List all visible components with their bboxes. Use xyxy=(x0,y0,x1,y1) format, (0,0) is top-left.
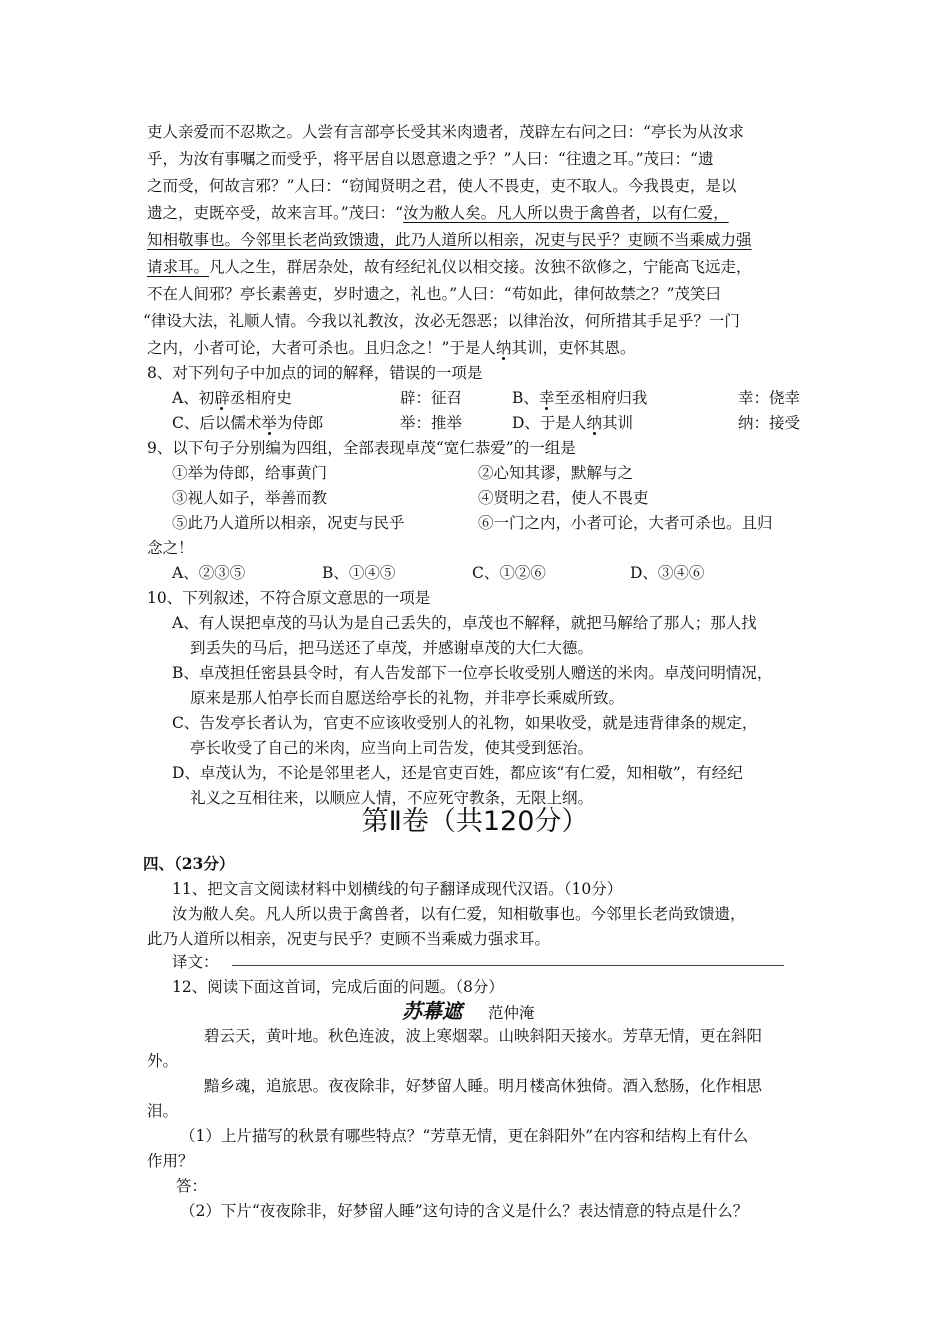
passage-line-7: 不在人间邪？亭长素善吏，岁时遗之，礼也。”人曰：“苟如此，律何故禁之？”茂笑曰 xyxy=(147,285,722,303)
option-text: 为侍郎 xyxy=(276,414,324,432)
option-text: 丞相府史 xyxy=(229,389,292,407)
option-prefix: B、 xyxy=(512,389,539,407)
q8-option-b xyxy=(512,386,647,410)
q8-option-a xyxy=(172,386,292,410)
dotted-character: 辟 xyxy=(214,389,230,407)
option-prefix: D、于是人 xyxy=(512,414,587,432)
part-2-title: 第Ⅱ卷（共120分） xyxy=(361,806,589,837)
dotted-character: 举 xyxy=(261,414,277,432)
passage-text: 之内，小者可论，大者可杀也。且归念之！”于是人 xyxy=(147,339,496,357)
poem-line-1-cont: 外。 xyxy=(147,1052,179,1070)
q9-option-a: A、②③⑤ xyxy=(172,564,246,582)
section-4-title: 四、（23分） xyxy=(143,854,235,873)
passage-text: 凡人之生，群居杂处，故有经纪礼仪以相交接。汝独不欲修之，宁能高飞远走， xyxy=(209,258,752,276)
passage-text: 遗之，吏既卒受，故来言耳。”茂曰：“ xyxy=(147,204,404,222)
passage-line-6 xyxy=(147,255,752,279)
q9-stem: 9、以下句子分别编为四组，全部表现卓茂“宽仁恭爱”的一组是 xyxy=(147,439,576,457)
q9-item-1: ①举为侍郎，给事黄门 xyxy=(172,464,328,482)
q10-option-a-line-1: A、有人误把卓茂的马认为是自己丢失的，卓茂也不解释，就把马解给了那人；那人找 xyxy=(172,614,757,632)
passage-line-9 xyxy=(147,336,635,360)
passage-line-5-underlined: 知相敬事也。今邻里长老尚致馈遗，此乃人道所以相亲，况吏与民乎？吏顾不当乘威力强 xyxy=(147,231,752,249)
q12-sub-2: （2）下片“夜夜除非，好梦留人睡”这句诗的含义是什么？表达情意的特点是什么？ xyxy=(180,1202,749,1220)
option-prefix: A、初 xyxy=(172,389,215,407)
q8-option-a-explanation: 辟：征召 xyxy=(400,389,463,407)
dotted-character: 纳 xyxy=(586,414,602,432)
passage-line-3: 之而受，何故言邪？”人曰：“窃闻贤明之君，使人不畏吏，吏不取人。今我畏吏，是以 xyxy=(147,177,737,195)
q10-option-b-line-1: B、卓茂担任密县县令时，有人告发部下一位亭长收受别人赠送的米肉。卓茂问明情况， xyxy=(172,664,773,682)
option-text: 至丞相府归我 xyxy=(554,389,648,407)
q12-sub-1-line-1: （1）上片描写的秋景有哪些特点？“芳草无情，更在斜阳外”在内容和结构上有什么 xyxy=(180,1127,749,1145)
passage-line-2: 乎，为汝有事嘱之而受乎，将平居自以恩意遗之乎？”人曰：“往遗之耳。”茂曰：“遗 xyxy=(147,150,714,168)
q8-stem: 8、对下列句子中加点的词的解释，错误的一项是 xyxy=(147,364,483,382)
q11-text-line-1: 汝为敝人矣。凡人所以贵于禽兽者，以有仁爱，知相敬事也。今邻里长老尚致馈遗， xyxy=(172,905,746,923)
q10-option-a-line-2: 到丢失的马后，把马送还了卓茂，并感谢卓茂的大仁大德。 xyxy=(190,639,594,657)
q12-answer-label: 答： xyxy=(176,1177,208,1195)
passage-line-8: “律设大法，礼顺人情。今我以礼教汝，汝必无怨恶；以律治汝，何所措其手足乎？一门 xyxy=(143,312,740,330)
q12-sub-1-line-2: 作用？ xyxy=(147,1152,194,1170)
q9-item-4: ④贤明之君，使人不畏吏 xyxy=(478,489,649,507)
option-prefix: C、后以儒术 xyxy=(172,414,262,432)
dotted-character: 幸 xyxy=(538,389,555,407)
q9-item-6-cont: 念之！ xyxy=(147,539,194,557)
q8-option-d-explanation: 纳：接受 xyxy=(738,414,801,432)
poem-line-2-cont: 泪。 xyxy=(147,1102,179,1120)
passage-text: 其训，吏怀其恩。 xyxy=(511,339,636,357)
q10-option-d-line-1: D、卓茂认为，不论是邻里老人，还是官吏百姓，都应该“有仁爱，知相敬”，有经纪 xyxy=(172,764,743,782)
q9-item-2: ②心知其谬，默解与之 xyxy=(478,464,634,482)
passage-line-4 xyxy=(147,201,729,225)
q9-item-5: ⑤此乃人道所以相亲，况吏与民乎 xyxy=(172,514,405,532)
q8-option-b-explanation: 幸：侥幸 xyxy=(738,389,801,407)
dotted-character: 纳 xyxy=(495,339,512,357)
q12-stem: 12、阅读下面这首词，完成后面的问题。（8分） xyxy=(172,978,504,996)
poem-title: 苏幕遮 xyxy=(402,999,462,1023)
q11-answer-label: 译文： xyxy=(172,953,219,971)
q10-option-d-line-2: 礼义之互相往来，以顺应人情，不应死守教条，无限上纲。 xyxy=(190,789,594,807)
q11-text-line-2: 此乃人道所以相亲，况吏与民乎？吏顾不当乘威力强求耳。 xyxy=(147,930,551,948)
underlined-sentence-end: 请求耳。 xyxy=(147,258,210,276)
q10-option-b-line-2: 原来是那人怕亭长而自愿送给亭长的礼物，并非亭长乘威所致。 xyxy=(190,689,625,707)
q8-option-d xyxy=(512,411,633,435)
q9-item-6: ⑥一门之内，小者可论，大者可杀也。且归 xyxy=(478,514,773,532)
poem-heading xyxy=(402,999,535,1025)
q9-option-d: D、③④⑥ xyxy=(630,564,705,582)
poem-author: 范仲淹 xyxy=(488,1004,535,1022)
q10-option-c-line-1: C、告发亭长者认为，官吏不应该收受别人的礼物，如果收受，就是违背律条的规定， xyxy=(172,714,758,732)
q9-item-3: ③视人如子，举善而教 xyxy=(172,489,328,507)
q8-option-c-explanation: 举：推举 xyxy=(400,414,463,432)
q11-answer-line[interactable] xyxy=(232,965,784,966)
poem-line-1: 碧云天，黄叶地。秋色连波，波上寒烟翠。山映斜阳天接水。芳草无情，更在斜阳 xyxy=(204,1027,763,1045)
q10-stem: 10、下列叙述，不符合原文意思的一项是 xyxy=(147,589,431,607)
q9-option-c: C、①②⑥ xyxy=(472,564,546,582)
q9-option-b: B、①④⑤ xyxy=(322,564,396,582)
q8-option-c xyxy=(172,411,323,435)
poem-line-2: 黯乡魂，追旅思。夜夜除非，好梦留人睡。明月楼高休独倚。酒入愁肠，化作相思 xyxy=(204,1077,763,1095)
underlined-sentence: 汝为敝人矣。凡人所以贵于禽兽者，以有仁爱， xyxy=(403,204,729,222)
passage-line-1: 吏人亲爱而不忍欺之。人尝有言部亭长受其米肉遗者，茂辟左右问之曰：“亭长为从汝求 xyxy=(147,123,744,141)
q11-stem: 11、把文言文阅读材料中划横线的句子翻译成现代汉语。（10分） xyxy=(172,880,623,898)
option-text: 其训 xyxy=(601,414,633,432)
q10-option-c-line-2: 亭长收受了自己的米肉，应当向上司告发，使其受到惩治。 xyxy=(190,739,594,757)
